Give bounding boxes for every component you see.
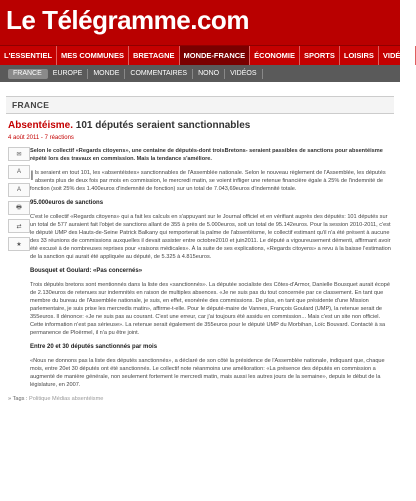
- article-headline: [8, 120, 392, 131]
- paragraph-1: Ils seraient en tout 101, les «absentéistes» sanctionnables de l'Assemblée nationale. Selon le nouveau règlement de l'Assemblée, les députés absents plus de deux fois par mois en commission, le mercredi matin, se voient infliger une retenue financière égale à 25% de l'indemnité de fonction (soit 25% des 1.400euros d'indemnité de fonction) sur un total de 7.043,69euros d'indemnité totale.: [30, 167, 386, 192]
- paragraph-4: «Nous ne donnons pas la liste des députés sanctionnés», a déclaré de son côté la présidence de l'Assemblée nationale, indiquant que, chaque mois, entre 20et 30 députés ont été sanctionnés. Le collectif note néanmoins une amélioration: «La présence des députés en commission a augmenté de manière générale, non seulement fortement le mercredi matin, mais aussi les autres jours de la semaine», depuis le début de la législature, en 2007.: [30, 358, 385, 388]
- main-nav-item[interactable]: MONDE-FRANCE: [180, 46, 251, 65]
- sub-nav-item[interactable]: EUROPE: [48, 69, 89, 79]
- article-tool-icon[interactable]: ★: [8, 237, 30, 251]
- tags-links[interactable]: Politique Médias absentéisme: [29, 396, 104, 402]
- site-logo[interactable]: Le Télégramme.com: [6, 5, 249, 35]
- subheading-sanctions: 95.000euros de sanctions: [30, 200, 104, 206]
- site-header: [0, 0, 400, 45]
- sub-nav-item[interactable]: VIDÉOS: [225, 69, 262, 79]
- sub-navigation: [0, 65, 400, 82]
- main-nav-item[interactable]: ÉCONOMIE: [250, 46, 300, 65]
- article-body: [8, 147, 392, 403]
- paragraph-2: C'est le collectif «Regards citoyens» qui a fait les calculs en s'appuyant sur le Journal officiel et en vérifiant auprès des députés: 101 députés sur un total de 577 auraient fait l'objet de sanctions allant de 355 à près de 5.000euros, soit un total de 95.142euros. Pour la session 2010-2011, c'est le député UMP des Hauts-de-Seine Patrick Balkany qui remporterait la palme de l'absentéisme, le collectif estimant qu'il n'a été présent à aucune des 33 réunions de commissions auxquelles il devait assister entre octobre2010 et juin2011. Le député a vigoureusement démenti, affirmant avoir été excusé à de nombreuses reprises pour «raisons médicales». À la suite de ses explications, «Regards citoyens» a revu à la baisse l'estimation de la sanction qui aurait été appliquée au député, de 5.325 à 4.815euros.: [30, 214, 391, 260]
- tags-label: » Tags :: [8, 396, 30, 402]
- main-nav-item[interactable]: SPORTS: [300, 46, 340, 65]
- sub-nav-item[interactable]: MONDE: [88, 69, 125, 79]
- subheading-bousquet: Bousquet et Goulard: «Pas concernés»: [30, 268, 143, 274]
- subheading-entre: Entre 20 et 30 députés sanctionnés par mois: [30, 344, 158, 350]
- article-lead: Selon le collectif «Regards citoyens», une centaine de députés-dont troisBretons- seraient passibles de sanctions pour absentéisme répété lors des travaux en commission. Mais la tendance s'améliore.: [30, 148, 383, 162]
- main-nav-item[interactable]: VIDÉOS: [379, 46, 416, 65]
- article-tags: [8, 395, 392, 403]
- section-title: FRANCE: [6, 96, 394, 114]
- main-nav-item[interactable]: LOISIRS: [340, 46, 379, 65]
- article-tool-icon[interactable]: A: [8, 183, 30, 197]
- main-navigation: [0, 45, 412, 65]
- article-tools: [8, 147, 34, 255]
- sub-nav-item[interactable]: NONO: [193, 69, 225, 79]
- sub-nav-item[interactable]: COMMENTAIRES: [125, 69, 193, 79]
- article-tool-icon[interactable]: ⇄: [8, 219, 30, 233]
- article-tool-icon[interactable]: A: [8, 165, 30, 179]
- main-nav-item[interactable]: MES COMMUNES: [57, 46, 129, 65]
- article-tool-icon[interactable]: ✉: [8, 147, 30, 161]
- article-meta[interactable]: 4 août 2011 - 7 réactions: [8, 135, 74, 141]
- article-content: [8, 147, 392, 403]
- headline-kicker: Absentéisme.: [8, 120, 74, 131]
- article-tool-icon[interactable]: 🖶: [8, 201, 30, 215]
- drop-cap: I: [30, 167, 34, 183]
- main-nav-item[interactable]: BRETAGNE: [129, 46, 180, 65]
- paragraph-3: Trois députés bretons sont mentionnés dans la liste des «sanctionnés». La députée socialiste des Côtes-d'Armor, Danielle Bousquet aurait écopé de 2.130euros de retenues sur indemnités en raison de multiples absences. «Je ne suis pas du tout concernée par ce classement. En tant que membre du bureau de l'Assemblée nationale, je suis, en effet, exonérée des commissions. De plus, en tant que présidente d'une Mission parlementaire, je suis prise les mercredis matin», affirme-t-elle. Pour le député-maire de Vannes, François Goulard (UMP), la retenue serait de 355euros. Il dénonce: «Je ne suis pas au courant. C'est une erreur, car j'ai toujours été assidu en commission... Mais c'est un site non officiel. Cette information n'est pas sérieuse». La retenue serait également de 355euros pour le député UMP du Morbihan, Loïc Bouvard. Contacté à sa permanence de Ploërmel, il n'a pu être joint.: [30, 282, 391, 336]
- main-nav-item[interactable]: L'ESSENTIEL: [0, 46, 57, 65]
- sub-nav-item[interactable]: FRANCE: [8, 69, 48, 79]
- headline-title: 101 députés seraient sanctionnables: [73, 120, 251, 131]
